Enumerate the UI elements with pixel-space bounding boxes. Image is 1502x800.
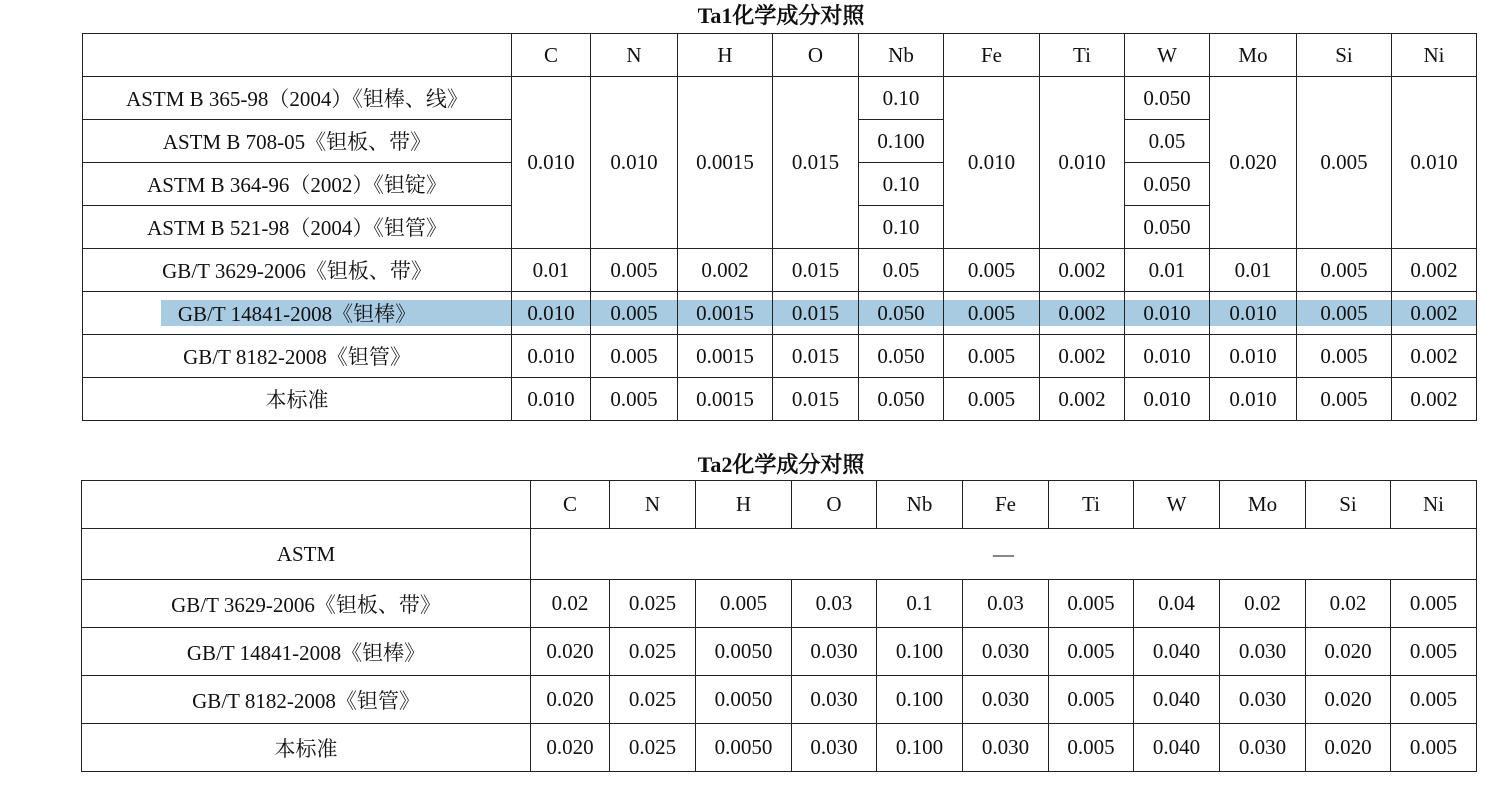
- row-label: ASTM B 708-05《钽板、带》: [83, 120, 512, 163]
- value-cell: 0.040: [1134, 628, 1220, 676]
- value-cell: 0.020: [1306, 676, 1391, 724]
- value-cell: [678, 292, 773, 335]
- row-label: ASTM: [82, 529, 531, 580]
- table1-title: Ta1化学成分对照: [697, 3, 865, 28]
- header-cell: H: [678, 34, 773, 77]
- value-cell: 0.005: [1391, 676, 1477, 724]
- value-cell: 0.005: [1297, 249, 1392, 292]
- value-cell: 0.10: [859, 77, 944, 120]
- value-cell: 0.005: [944, 249, 1040, 292]
- value-cell: [1040, 292, 1125, 335]
- value-text: 0.015: [791, 300, 840, 325]
- value-cell: 0.005: [1297, 77, 1392, 249]
- value-cell: 0.03: [792, 580, 877, 628]
- row-label: ASTM B 365-98（2004）《钽棒、线》: [83, 77, 512, 120]
- value-text: 0.005: [1320, 300, 1368, 325]
- value-cell: 0.015: [773, 378, 859, 421]
- value-cell: 0.005: [1391, 628, 1477, 676]
- value-cell: 0.10: [859, 206, 944, 249]
- value-cell: 0.015: [773, 335, 859, 378]
- value-cell: 0.020: [531, 628, 610, 676]
- value-cell: [1210, 292, 1297, 335]
- header-cell: H: [696, 481, 792, 529]
- value-cell: 0.030: [1220, 628, 1306, 676]
- value-cell: 0.005: [1297, 378, 1392, 421]
- header-blank-cell: [83, 34, 512, 77]
- table-row: [82, 724, 1477, 772]
- row-label: 本标准: [82, 724, 531, 772]
- row-label: 本标准: [83, 378, 512, 421]
- value-cell: 0.0050: [696, 676, 792, 724]
- value-cell: 0.010: [944, 77, 1040, 249]
- header-cell: W: [1134, 481, 1220, 529]
- value-cell: 0.005: [591, 249, 678, 292]
- header-cell: C: [531, 481, 610, 529]
- value-cell: 0.010: [1125, 335, 1210, 378]
- header-cell: N: [591, 34, 678, 77]
- value-cell: 0.030: [1220, 676, 1306, 724]
- header-cell: Nb: [859, 34, 944, 77]
- value-cell: [944, 292, 1040, 335]
- value-cell: 0.02: [531, 580, 610, 628]
- value-text: 0.010: [527, 300, 575, 325]
- value-cell: 0.1: [877, 580, 963, 628]
- header-blank-cell: [82, 481, 531, 529]
- header-cell: Mo: [1220, 481, 1306, 529]
- value-text: 0.002: [1058, 300, 1106, 325]
- highlighted-table-row[interactable]: [83, 292, 1477, 335]
- table-row: [83, 335, 1477, 378]
- value-cell: 0.030: [963, 676, 1049, 724]
- value-cell: 0.005: [696, 580, 792, 628]
- value-text: 0.002: [1410, 300, 1458, 325]
- header-cell: Si: [1297, 34, 1392, 77]
- row-label: GB/T 8182-2008《钽管》: [83, 335, 512, 378]
- value-cell: 0.05: [859, 249, 944, 292]
- header-cell: O: [792, 481, 877, 529]
- value-cell: 0.030: [1220, 724, 1306, 772]
- table2-title: Ta2化学成分对照: [697, 452, 865, 477]
- value-cell: 0.0050: [696, 628, 792, 676]
- value-text: 0.005: [967, 300, 1016, 325]
- row-label: [83, 292, 512, 335]
- value-cell: 0.030: [963, 724, 1049, 772]
- value-cell: 0.0015: [678, 335, 773, 378]
- value-cell: 0.030: [792, 724, 877, 772]
- header-cell: Ni: [1392, 34, 1477, 77]
- value-cell: 0.002: [678, 249, 773, 292]
- value-cell: 0.010: [1392, 77, 1477, 249]
- table1-header-row: [83, 34, 1477, 77]
- value-cell: 0.002: [1040, 378, 1125, 421]
- value-cell: 0.100: [877, 628, 963, 676]
- ta1-composition-table: [82, 33, 1477, 421]
- value-cell: 0.050: [1125, 163, 1210, 206]
- value-cell: 0.10: [859, 163, 944, 206]
- value-cell: 0.020: [1210, 77, 1297, 249]
- value-cell: 0.002: [1392, 249, 1477, 292]
- value-cell: 0.010: [512, 77, 591, 249]
- value-cell: 0.050: [859, 378, 944, 421]
- value-cell: 0.050: [1125, 77, 1210, 120]
- value-cell: 0.03: [963, 580, 1049, 628]
- value-cell: 0.04: [1134, 580, 1220, 628]
- value-cell: 0.015: [773, 77, 859, 249]
- value-cell: [1392, 292, 1477, 335]
- table-row: [82, 529, 1477, 580]
- value-text: 0.050: [877, 300, 925, 325]
- row-label: ASTM B 521-98（2004）《钽管》: [83, 206, 512, 249]
- value-text: 0.010: [1229, 300, 1277, 325]
- row-label: GB/T 3629-2006《钽板、带》: [82, 580, 531, 628]
- value-cell: 0.0015: [678, 378, 773, 421]
- value-cell: 0.010: [1040, 77, 1125, 249]
- value-cell: 0.010: [1125, 378, 1210, 421]
- value-cell: [1297, 292, 1392, 335]
- header-cell: Ti: [1049, 481, 1134, 529]
- header-cell: Mo: [1210, 34, 1297, 77]
- value-cell: [773, 292, 859, 335]
- value-cell: 0.010: [591, 77, 678, 249]
- value-cell: [1125, 292, 1210, 335]
- value-cell: 0.005: [591, 378, 678, 421]
- row-label: GB/T 3629-2006《钽板、带》: [83, 249, 512, 292]
- value-cell: 0.01: [1125, 249, 1210, 292]
- header-cell: Nb: [877, 481, 963, 529]
- value-cell: 0.040: [1134, 676, 1220, 724]
- row-label: GB/T 8182-2008《钽管》: [82, 676, 531, 724]
- value-cell: 0.005: [1049, 628, 1134, 676]
- value-cell: 0.010: [512, 378, 591, 421]
- value-cell: [859, 292, 944, 335]
- value-cell: 0.020: [531, 724, 610, 772]
- table-row: [83, 77, 1477, 120]
- header-cell: O: [773, 34, 859, 77]
- row-label-text: GB/T 14841-2008《钽棒》: [177, 302, 417, 326]
- value-cell: 0.010: [1210, 335, 1297, 378]
- value-cell: [512, 292, 591, 335]
- value-cell: 0.025: [610, 580, 696, 628]
- value-cell: 0.025: [610, 628, 696, 676]
- table-row: [82, 580, 1477, 628]
- value-cell: 0.030: [792, 628, 877, 676]
- table-row: [82, 676, 1477, 724]
- value-cell: 0.002: [1392, 335, 1477, 378]
- value-cell: 0.030: [792, 676, 877, 724]
- header-cell: Fe: [944, 34, 1040, 77]
- value-cell: 0.015: [773, 249, 859, 292]
- value-cell: 0.100: [877, 724, 963, 772]
- value-cell: 0.005: [944, 378, 1040, 421]
- value-cell: 0.010: [1210, 378, 1297, 421]
- value-cell: 0.030: [963, 628, 1049, 676]
- header-cell: Fe: [963, 481, 1049, 529]
- table2-header-row: [82, 481, 1477, 529]
- value-cell: 0.020: [531, 676, 610, 724]
- value-cell: 0.01: [512, 249, 591, 292]
- value-cell: 0.002: [1040, 335, 1125, 378]
- value-cell: 0.040: [1134, 724, 1220, 772]
- value-cell: 0.005: [1391, 580, 1477, 628]
- value-cell: 0.01: [1210, 249, 1297, 292]
- value-cell: [591, 292, 678, 335]
- value-cell: 0.005: [1297, 335, 1392, 378]
- value-cell: 0.010: [512, 335, 591, 378]
- value-cell: 0.025: [610, 724, 696, 772]
- value-cell: 0.02: [1220, 580, 1306, 628]
- header-cell: W: [1125, 34, 1210, 77]
- table-row: [83, 249, 1477, 292]
- value-cell: 0.100: [859, 120, 944, 163]
- value-cell: 0.005: [1049, 580, 1134, 628]
- value-cell: 0.025: [610, 676, 696, 724]
- header-cell: Si: [1306, 481, 1391, 529]
- value-cell: 0.05: [1125, 120, 1210, 163]
- value-cell: 0.0050: [696, 724, 792, 772]
- value-cell: 0.050: [859, 335, 944, 378]
- value-cell: 0.020: [1306, 724, 1391, 772]
- value-cell: 0.020: [1306, 628, 1391, 676]
- value-cell: 0.050: [1125, 206, 1210, 249]
- header-cell: N: [610, 481, 696, 529]
- value-cell: 0.005: [591, 335, 678, 378]
- value-cell: 0.005: [1049, 676, 1134, 724]
- value-text: 0.0015: [696, 300, 754, 325]
- value-cell: 0.005: [944, 335, 1040, 378]
- value-cell: 0.0015: [678, 77, 773, 249]
- ta2-composition-table: [81, 480, 1477, 772]
- header-cell: C: [512, 34, 591, 77]
- not-applicable-cell: —: [531, 529, 1477, 580]
- value-cell: 0.005: [1049, 724, 1134, 772]
- value-text: 0.005: [610, 300, 658, 325]
- value-cell: 0.002: [1040, 249, 1125, 292]
- value-cell: 0.005: [1391, 724, 1477, 772]
- value-cell: 0.002: [1392, 378, 1477, 421]
- value-cell: 0.100: [877, 676, 963, 724]
- header-cell: Ti: [1040, 34, 1125, 77]
- value-text: 0.010: [1143, 300, 1191, 325]
- row-label: ASTM B 364-96（2002）《钽锭》: [83, 163, 512, 206]
- table-row: [82, 628, 1477, 676]
- value-cell: 0.02: [1306, 580, 1391, 628]
- row-label: GB/T 14841-2008《钽棒》: [82, 628, 531, 676]
- header-cell: Ni: [1391, 481, 1477, 529]
- table-row: [83, 378, 1477, 421]
